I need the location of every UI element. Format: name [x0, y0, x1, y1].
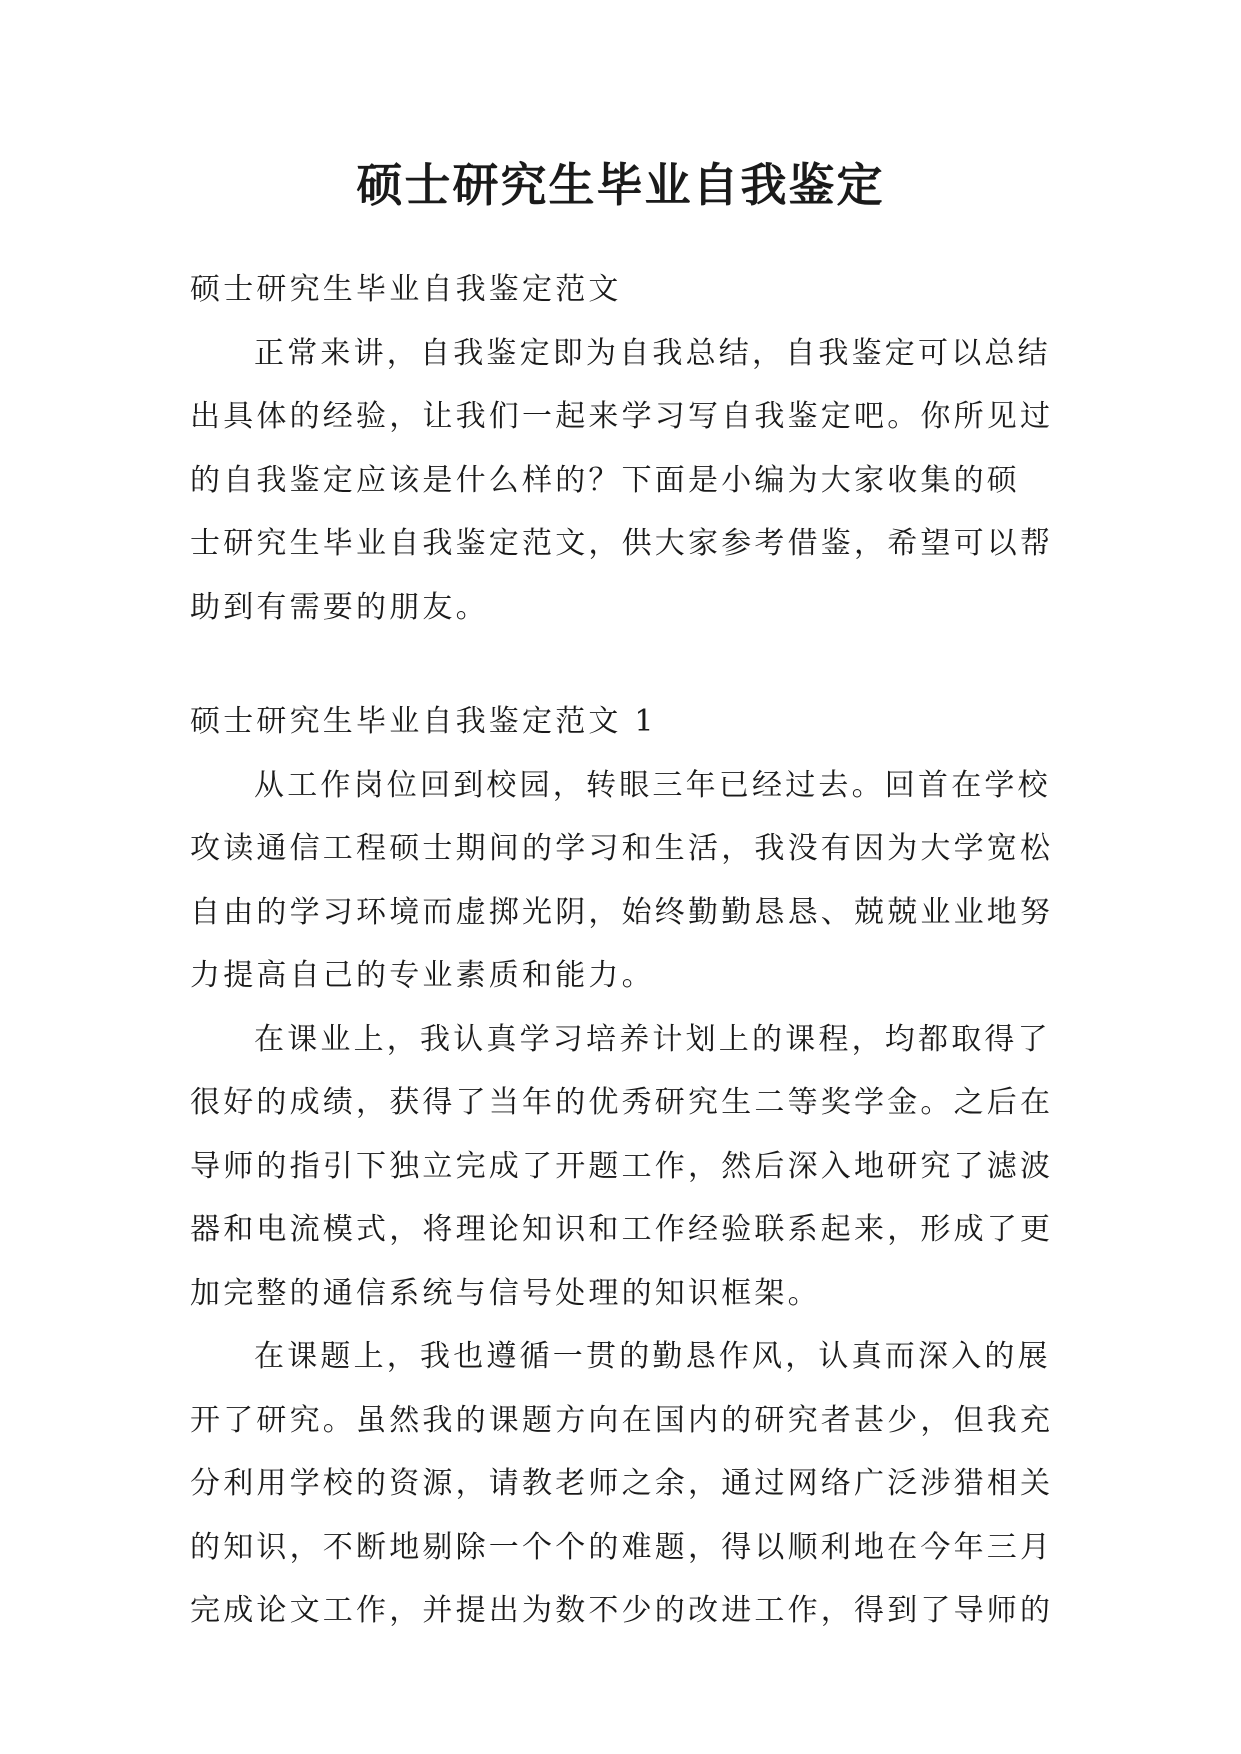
section-spacer — [190, 639, 1052, 690]
paragraph-line: 导师的指引下独立完成了开题工作，然后深入地研究了滤波 — [190, 1148, 1054, 1184]
document-title: 硕士研究生毕业自我鉴定 — [356, 158, 885, 212]
paragraph-line: 器和电流模式，将理论知识和工作经验联系起来，形成了更 — [190, 1212, 1054, 1247]
intro-heading: 硕士研究生毕业自我鉴定范文 — [190, 272, 622, 307]
paragraph-line: 加完整的通信系统与信号处理的知识框架。 — [190, 1275, 821, 1311]
paragraph-line: 很好的成绩，获得了当年的优秀研究生二等奖学金。之后在 — [190, 1085, 1054, 1120]
paragraph-line: 助到有需要的朋友。 — [190, 589, 489, 625]
paragraph-line: 从工作岗位回到校园，转眼三年已经过去。回首在学校 — [254, 767, 1051, 803]
section-heading: 硕士研究生毕业自我鉴定范文 1 — [190, 704, 657, 739]
intro-paragraph — [190, 322, 1052, 640]
paragraph-line: 士研究生毕业自我鉴定范文，供大家参考借鉴，希望可以帮 — [190, 526, 1054, 561]
paragraph-line: 完成论文工作，并提出为数不少的改进工作，得到了导师的 — [190, 1593, 1054, 1628]
paragraph-line: 攻读通信工程硕士期间的学习和生活，我没有因为大学宽松 — [190, 831, 1054, 866]
document-body — [190, 258, 1052, 1643]
paragraph-line: 力提高自己的专业素质和能力。 — [190, 958, 655, 993]
section-paragraph-2 — [190, 1008, 1052, 1326]
section-paragraph-1 — [190, 754, 1052, 1008]
paragraph-line: 开了研究。虽然我的课题方向在国内的研究者甚少，但我充 — [190, 1402, 1054, 1438]
section-paragraph-3 — [190, 1325, 1052, 1643]
paragraph-line: 自由的学习环境而虚掷光阴，始终勤勤恳恳、兢兢业业地努 — [190, 894, 1054, 930]
paragraph-line: 在课业上，我认真学习培养计划上的课程，均都取得了 — [254, 1021, 1051, 1057]
paragraph-line: 在课题上，我也遵循一贯的勤恳作风，认真而深入的展 — [254, 1339, 1051, 1374]
paragraph-line: 出具体的经验，让我们一起来学习写自我鉴定吧。你所见过 — [190, 399, 1054, 434]
paragraph-line: 分利用学校的资源，请教老师之余，通过网络广泛涉猎相关 — [190, 1466, 1054, 1501]
paragraph-line: 正常来讲，自我鉴定即为自我总结，自我鉴定可以总结 — [254, 335, 1051, 371]
paragraph-line: 的知识，不断地剔除一个个的难题，得以顺利地在今年三月 — [190, 1529, 1054, 1565]
paragraph-line: 的自我鉴定应该是什么样的？下面是小编为大家收集的硕 — [190, 462, 1020, 498]
